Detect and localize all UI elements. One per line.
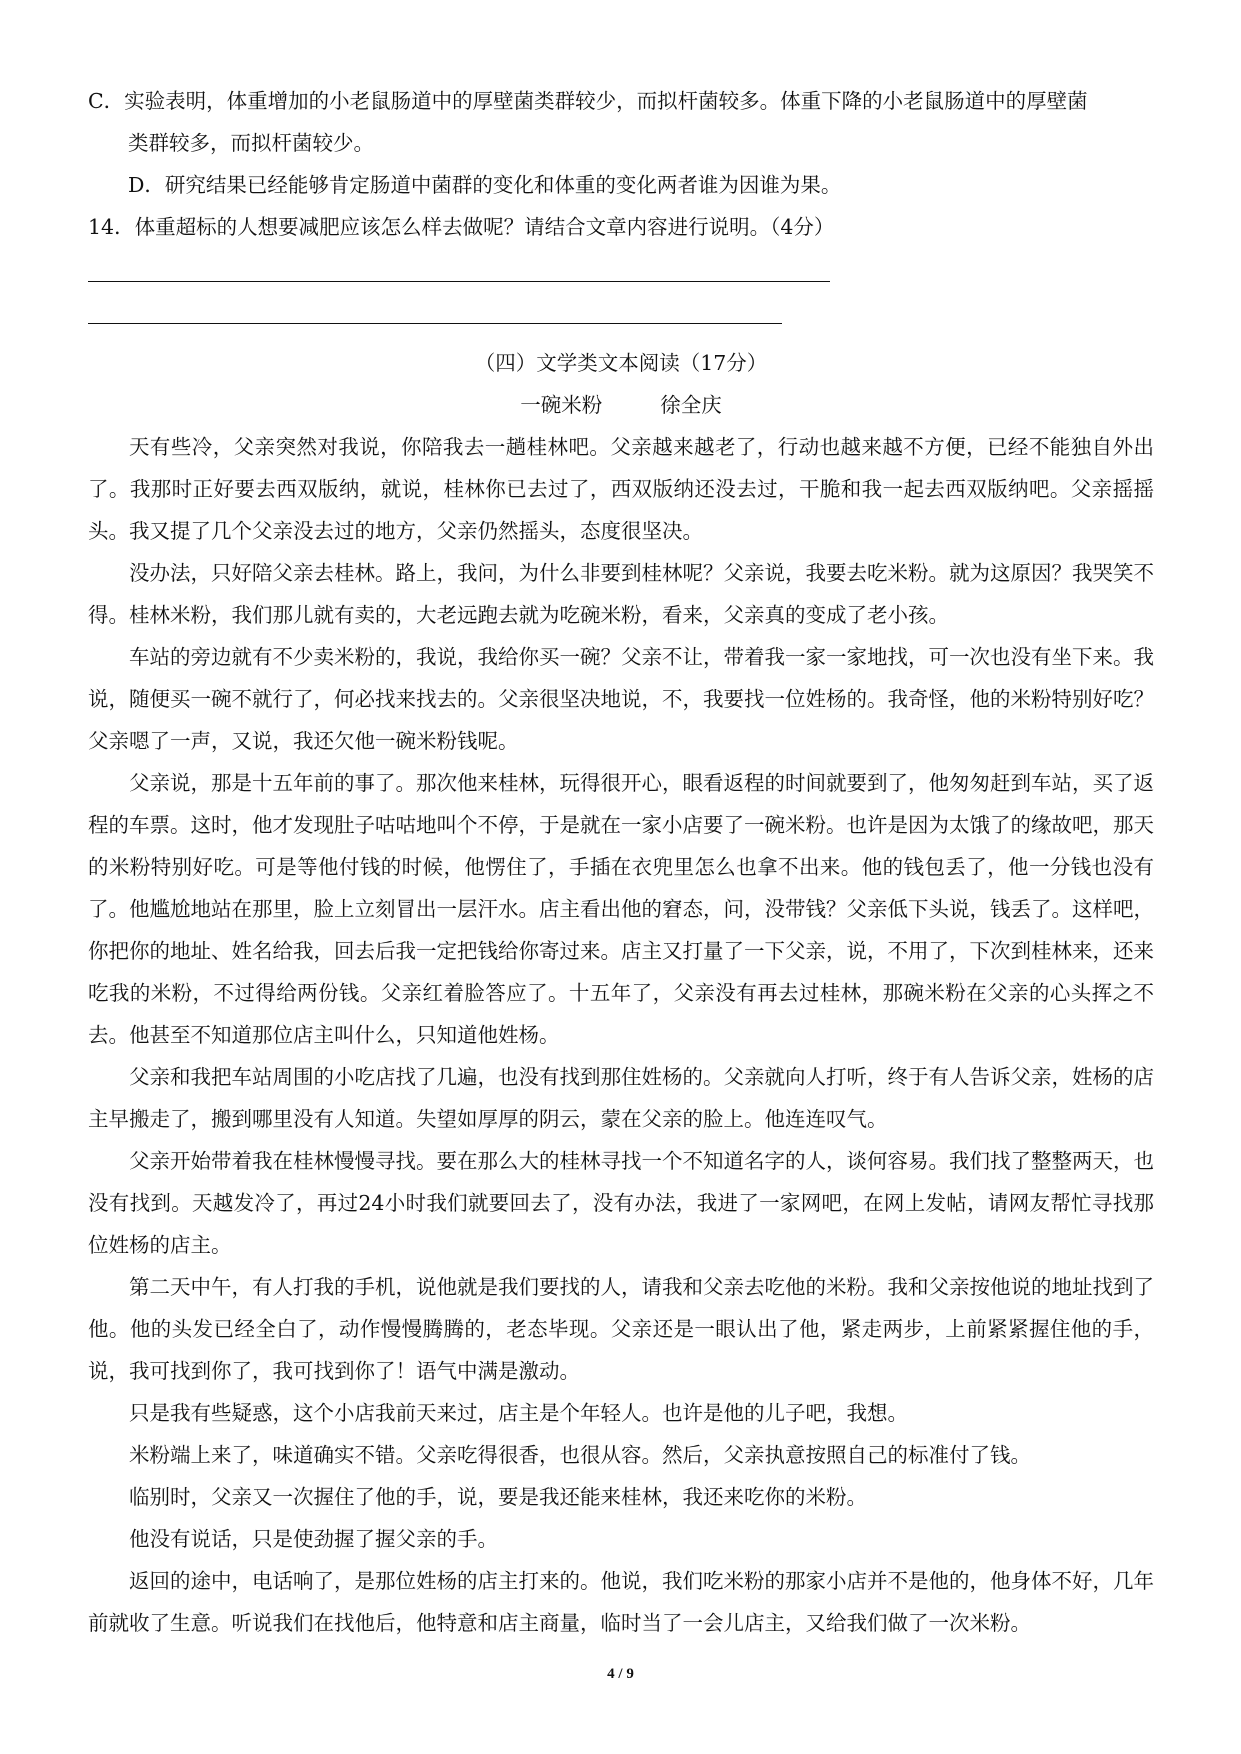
section-title: （四）文学类文本阅读（17分） (474, 351, 768, 375)
story-paragraph-5: 父亲和我把车站周围的小吃店找了几遍，也没有找到那住姓杨的。父亲就向人打听，终于有人告诉父亲，姓杨的店主早搬走了，搬到哪里没有人知道。失望如厚厚的阴云，蒙在父亲的脸上。他连连叹气。 (88, 1065, 1154, 1131)
answer-line-1[interactable] (88, 248, 1154, 290)
story-title: 一碗米粉 (520, 393, 603, 417)
page-number: 4 / 9 (607, 1666, 634, 1682)
option-c (88, 80, 1154, 164)
story-heading (88, 384, 1154, 426)
story-paragraph-8: 只是我有些疑惑，这个小店我前天来过，店主是个年轻人。也许是他的儿子吧，我想。 (129, 1401, 908, 1425)
story-paragraph-3: 车站的旁边就有不少卖米粉的，我说，我给你买一碗？父亲不让，带着我一家一家地找，可一次也没有坐下来。我说，随便买一碗不就行了，何必找来找去的。父亲很坚决地说，不，我要找一位姓杨的。我奇怪，他的米粉特别好吃？父亲嗯了一声，又说，我还欠他一碗米粉钱呢。 (88, 645, 1154, 753)
option-c-line1: C．实验表明，体重增加的小老鼠肠道中的厚壁菌类群较少，而拟杆菌较多。体重下降的小老鼠肠道中的厚壁菌 (88, 89, 1088, 113)
story-paragraph-1: 天有些冷，父亲突然对我说，你陪我去一趟桂林吧。父亲越来越老了，行动也越来越不方便，已经不能独自外出了。我那时正好要去西双版纳，就说，桂林你已去过了，西双版纳还没去过，干脆和我一起去西双版纳吧。父亲摇摇头。我又提了几个父亲没去过的地方，父亲仍然摇头，态度很坚决。 (88, 435, 1154, 543)
story-paragraph-2: 没办法，只好陪父亲去桂林。路上，我问，为什么非要到桂林呢？父亲说，我要去吃米粉。就为这原因？我哭笑不得。桂林米粉，我们那儿就有卖的，大老远跑去就为吃碗米粉，看来，父亲真的变成了老小孩。 (88, 561, 1154, 627)
story-paragraph-12: 返回的途中，电话响了，是那位姓杨的店主打来的。他说，我们吃米粉的那家小店并不是他的，他身体不好，几年前就收了生意。听说我们在找他后，他特意和店主商量，临时当了一会儿店主，又给我们做了一次米粉。 (88, 1569, 1154, 1635)
story-paragraph-6: 父亲开始带着我在桂林慢慢寻找。要在那么大的桂林寻找一个不知道名字的人，谈何容易。我们找了整整两天，也没有找到。天越发冷了，再过24小时我们就要回去了，没有办法，我进了一家网吧，在网上发帖，请网友帮忙寻找那位姓杨的店主。 (88, 1149, 1154, 1257)
answer-line-2[interactable] (88, 290, 1154, 332)
story-author: 徐全庆 (660, 393, 722, 417)
page-content (88, 80, 1154, 1644)
option-c-line2: 类群较多，而拟杆菌较少。 (128, 131, 374, 155)
story-paragraph-9: 米粉端上来了，味道确实不错。父亲吃得很香，也很从容。然后，父亲执意按照自己的标准付了钱。 (129, 1443, 1031, 1467)
story-paragraph-10: 临别时，父亲又一次握住了他的手，说，要是我还能来桂林，我还来吃你的米粉。 (129, 1485, 867, 1509)
story-paragraph-4: 父亲说，那是十五年前的事了。那次他来桂林，玩得很开心，眼看返程的时间就要到了，他匆匆赶到车站，买了返程的车票。这时，他才发现肚子咕咕地叫个不停，于是就在一家小店要了一碗米粉。也许是因为太饿了的缘故吧，那天的米粉特别好吃。可是等他付钱的时候，他愣住了，手插在衣兜里怎么也拿不出来。他的钱包丢了，他一分钱也没有了。他尴尬地站在那里，脸上立刻冒出一层汗水。店主看出他的窘态，问，没带钱？父亲低下头说，钱丢了。这样吧，你把你的地址、姓名给我，回去后我一定把钱给你寄过来。店主又打量了一下父亲，说，不用了，下次到桂林来，还来吃我的米粉，不过得给两份钱。父亲红着脸答应了。十五年了，父亲没有再去过桂林，那碗米粉在父亲的心头挥之不去。他甚至不知道那位店主叫什么，只知道他姓杨。 (88, 771, 1154, 1047)
story-paragraph-7: 第二天中午，有人打我的手机，说他就是我们要找的人，请我和父亲去吃他的米粉。我和父亲按他说的地址找到了他。他的头发已经全白了，动作慢慢腾腾的，老态毕现。父亲还是一眼认出了他，紧走两步，上前紧紧握住他的手，说，我可找到你了，我可找到你了！语气中满是激动。 (88, 1275, 1154, 1383)
option-d: D．研究结果已经能够肯定肠道中菌群的变化和体重的变化两者谁为因谁为果。 (128, 173, 842, 197)
story-paragraph-11: 他没有说话，只是使劲握了握父亲的手。 (129, 1527, 498, 1551)
question-14: 14．体重超标的人想要减肥应该怎么样去做呢？请结合文章内容进行说明。（4分） (88, 215, 835, 239)
